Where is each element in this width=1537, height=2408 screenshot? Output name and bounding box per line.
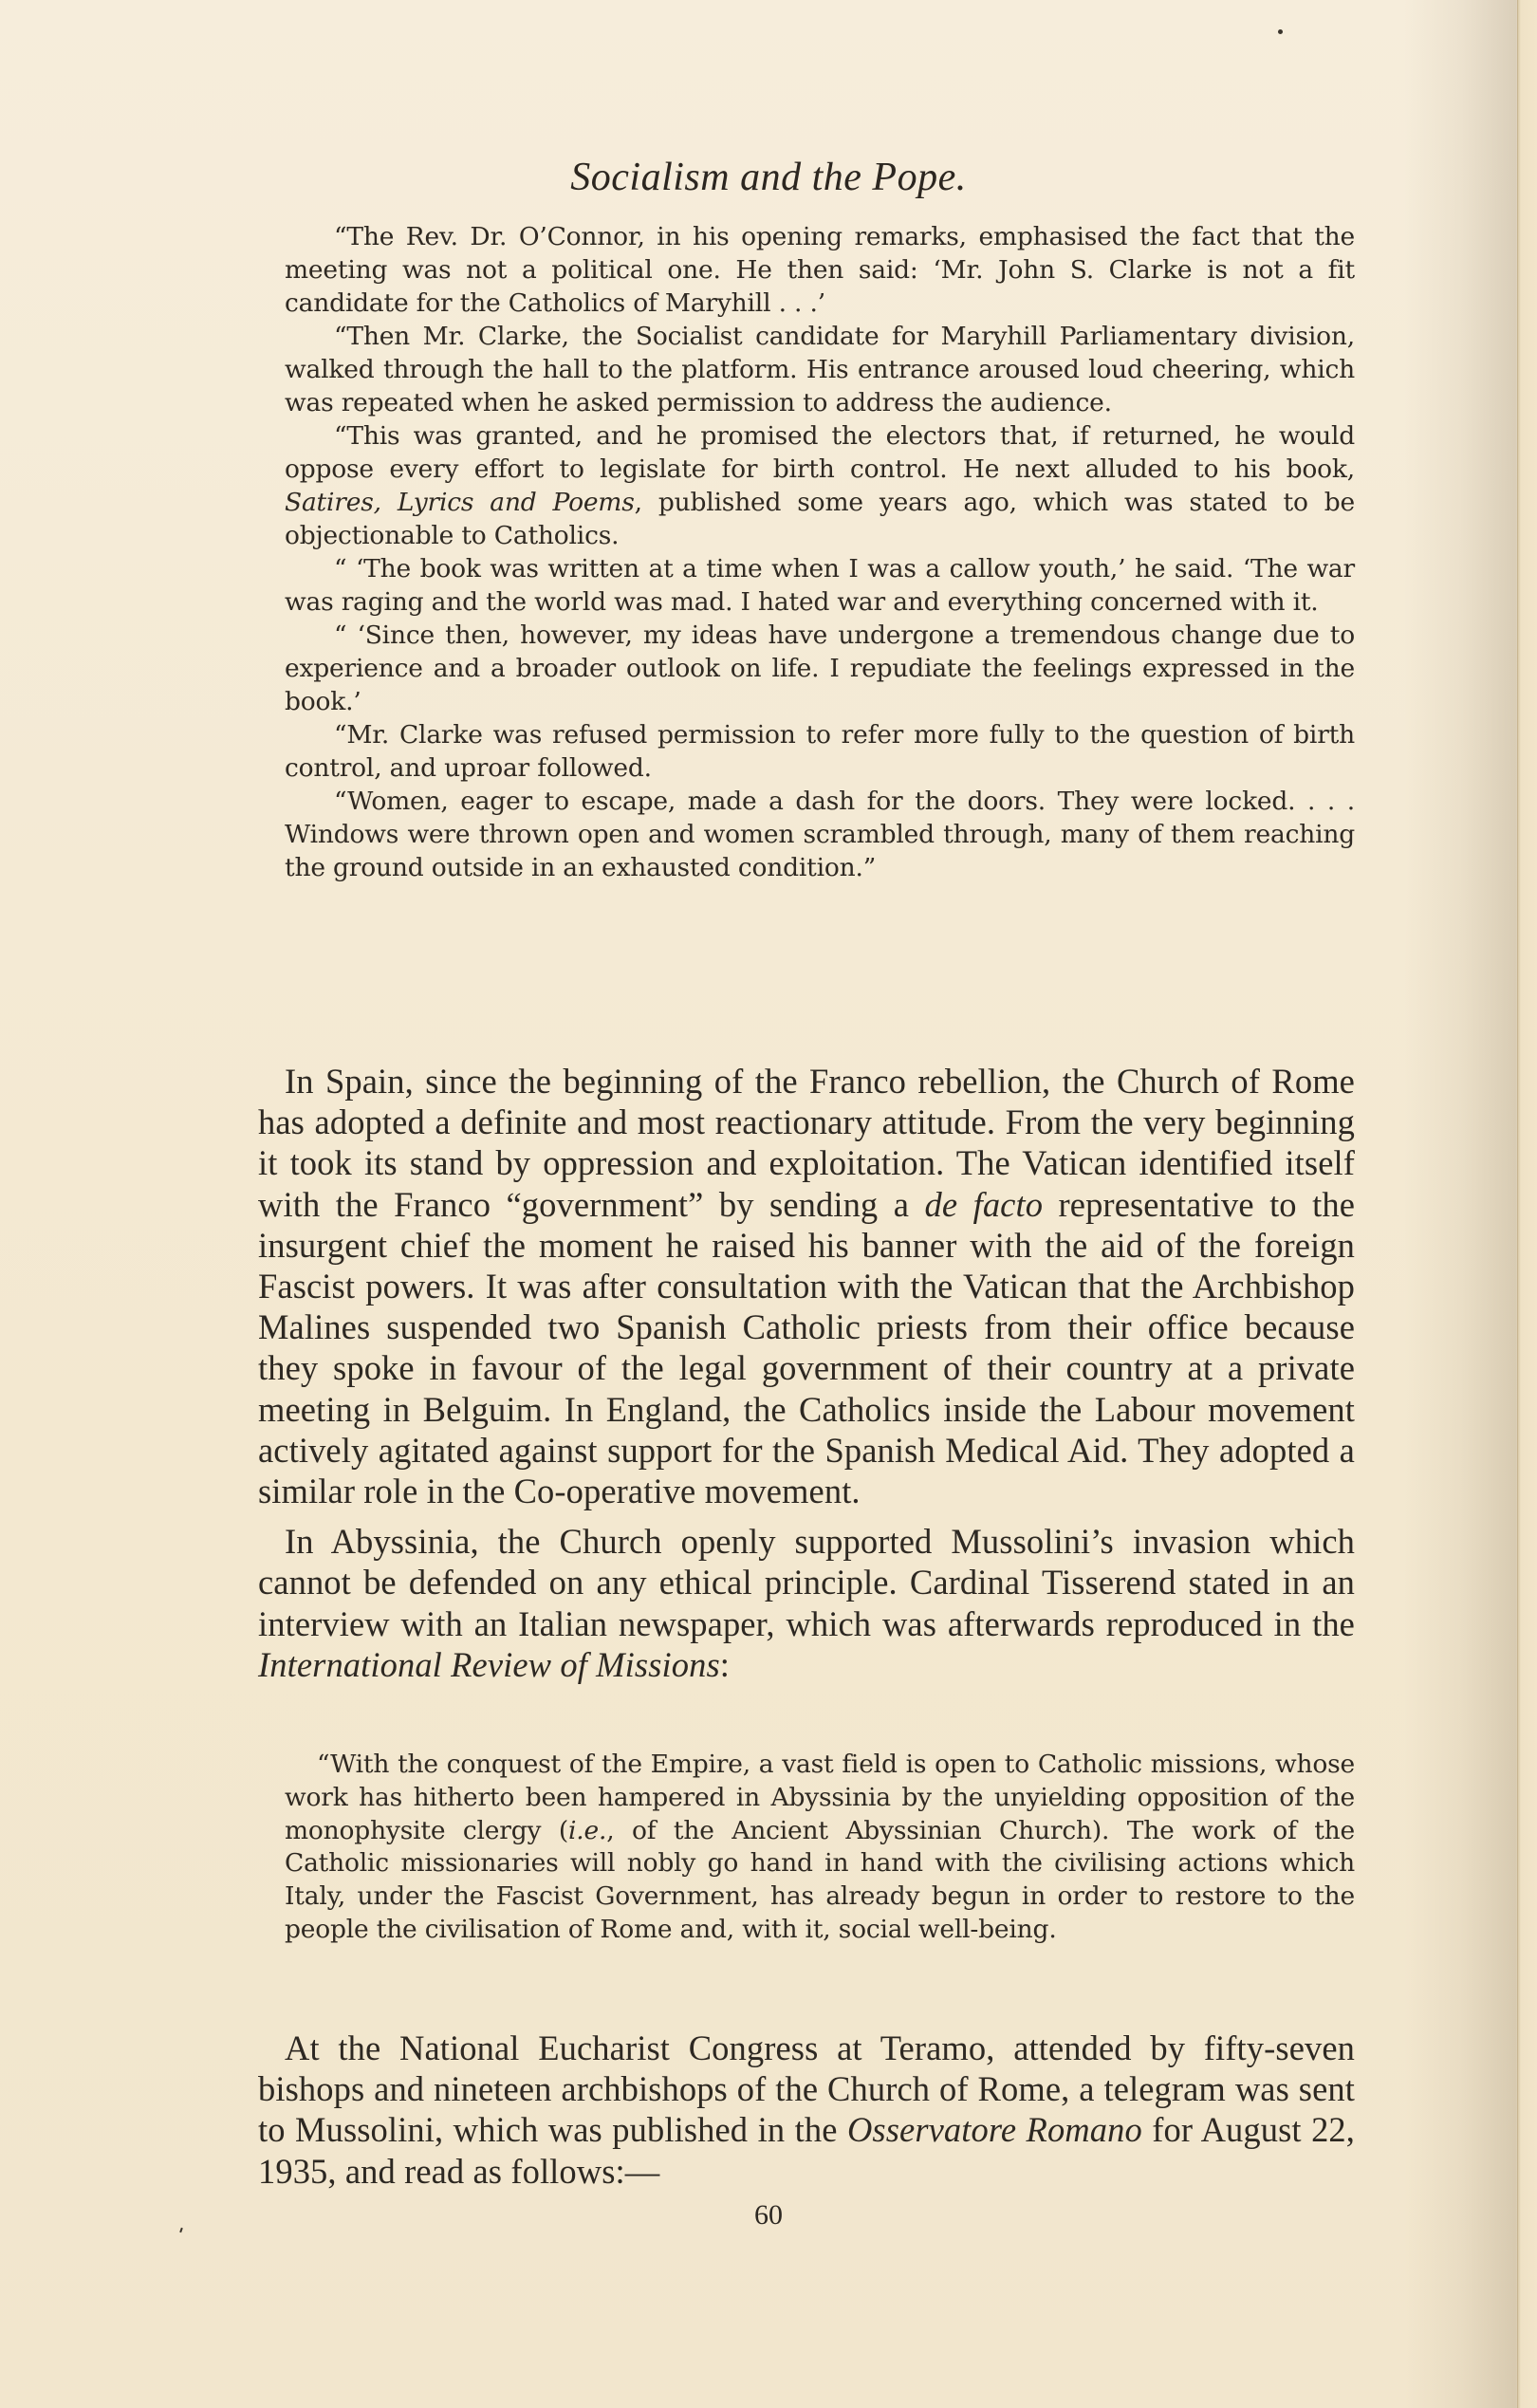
body-paragraph: [258, 1521, 1355, 1685]
ink-speck: [1278, 29, 1283, 34]
text-run: , of the Ancient Abyssinian Church). The work of the Catholic missionaries will nobly go hand in hand with the civilising actions which Italy, under the Fascist Government, has already begun in order to restore to the people the civilisation of Rome and, with it, social well-being.: [285, 1815, 1355, 1944]
text-run: In Abyssinia, the Church openly supported Mussolini’s invasion which cannot be defended on any ethical principle. Cardinal Tisserend stated in an interview with an Italian newspaper, which was afterwards reproduced in the: [258, 1522, 1355, 1643]
quote-block-tisserend: [285, 1749, 1355, 1947]
quote-paragraph: [285, 1749, 1355, 1947]
text-run: “With the conquest of the Empire, a vast field is open to Catholic missions, whose work has hitherto been hampered in Abyssinia by the unyielding opposition of the monophysite clergy (: [285, 1750, 1355, 1845]
text-run: , published some years ago, which was stated to be objectionable to Catholics.: [285, 488, 1355, 550]
body-paragraph: [258, 1061, 1355, 1511]
text-run: representative to the insurgent chief the moment he raised his banner with the aid of the foreign Fascist powers. It was after consultation with the Vatican that the Archbishop Malines suspended two Spanish Catholic priests from their office because they spoke in favour of the legal government of their country at a private meeting in Belguim. In England, the Catholics inside the Labour movement actively agitated against support for the Spanish Medical Aid. They adopted a similar role in the Co-operative movement.: [258, 1184, 1356, 1511]
book-title-italic: Satires, Lyrics and Poems: [285, 488, 635, 517]
italic-abbreviation: i.e.: [567, 1815, 607, 1845]
page-title: Socialism and the Pope.: [570, 156, 967, 199]
quote-paragraph: [285, 419, 1355, 552]
text-run: for August 22, 1935, and read as follows:—: [258, 2110, 1355, 2191]
publication-title-italic: Osservatore Romano: [846, 2110, 1142, 2150]
text-run: At the National Eucharist Congress at Teramo, attended by fifty-seven bishops and nineteen archbishops of the Church of Rome, a telegram was sent to Mussolini, which was published in the: [258, 2028, 1355, 2150]
quote-paragraph: “Women, eager to escape, made a dash for the doors. They were locked. . . . Windows were thrown open and women scrambled through, many of them reaching the ground outside in an exhausted condition.”: [285, 787, 1355, 882]
body-paragraph: [258, 2028, 1355, 2192]
body-section-teramo: [258, 2028, 1355, 2201]
quote-paragraph: “The Rev. Dr. O’Connor, in his opening remarks, emphasised the fact that the meeting was not a political one. He then said: ‘Mr. John S. Clarke is not a fit candidate for the Catholics of Maryhill . . .’: [285, 222, 1355, 318]
quote-paragraph: “Then Mr. Clarke, the Socialist candidate for Maryhill Parliamentary division, walked through the hall to the platform. His entrance aroused loud cheering, which was repeated when he asked permission to address the audience.: [285, 322, 1355, 417]
text-run: “This was granted, and he promised the electors that, if returned, he would oppose every effort to legislate for birth control. He next alluded to his book,: [285, 421, 1355, 484]
body-section-spain-abyssinia: [258, 1061, 1355, 1695]
quote-paragraph: “ ‘The book was written at a time when I was a callow youth,’ he said. ‘The war was raging and the world was mad. I hated war and everything concerned with it.: [285, 554, 1355, 617]
text-run: In Spain, since the beginning of the Franco rebellion, the Church of Rome has adopted a definite and most reactionary attitude. From the very beginning it took its stand by oppression and exploitation. The Vatican identified itself with the Franco “government” by sending a: [258, 1062, 1355, 1224]
publication-title-italic: International Review of Missions: [258, 1644, 720, 1684]
page-gutter-edge: [1517, 0, 1537, 2408]
quote-paragraph: “Mr. Clarke was refused permission to refer more fully to the question of birth control, and uproar followed.: [285, 720, 1355, 783]
italic-term: de facto: [924, 1184, 1044, 1224]
page-number: 60: [754, 2199, 783, 2231]
quote-paragraph: “ ‘Since then, however, my ideas have undergone a tremendous change due to experience and a broader outlook on life. I repudiate the feelings expressed in the book.’: [285, 621, 1355, 716]
quote-block-maryhill: [285, 220, 1355, 884]
text-run: :: [719, 1644, 731, 1684]
